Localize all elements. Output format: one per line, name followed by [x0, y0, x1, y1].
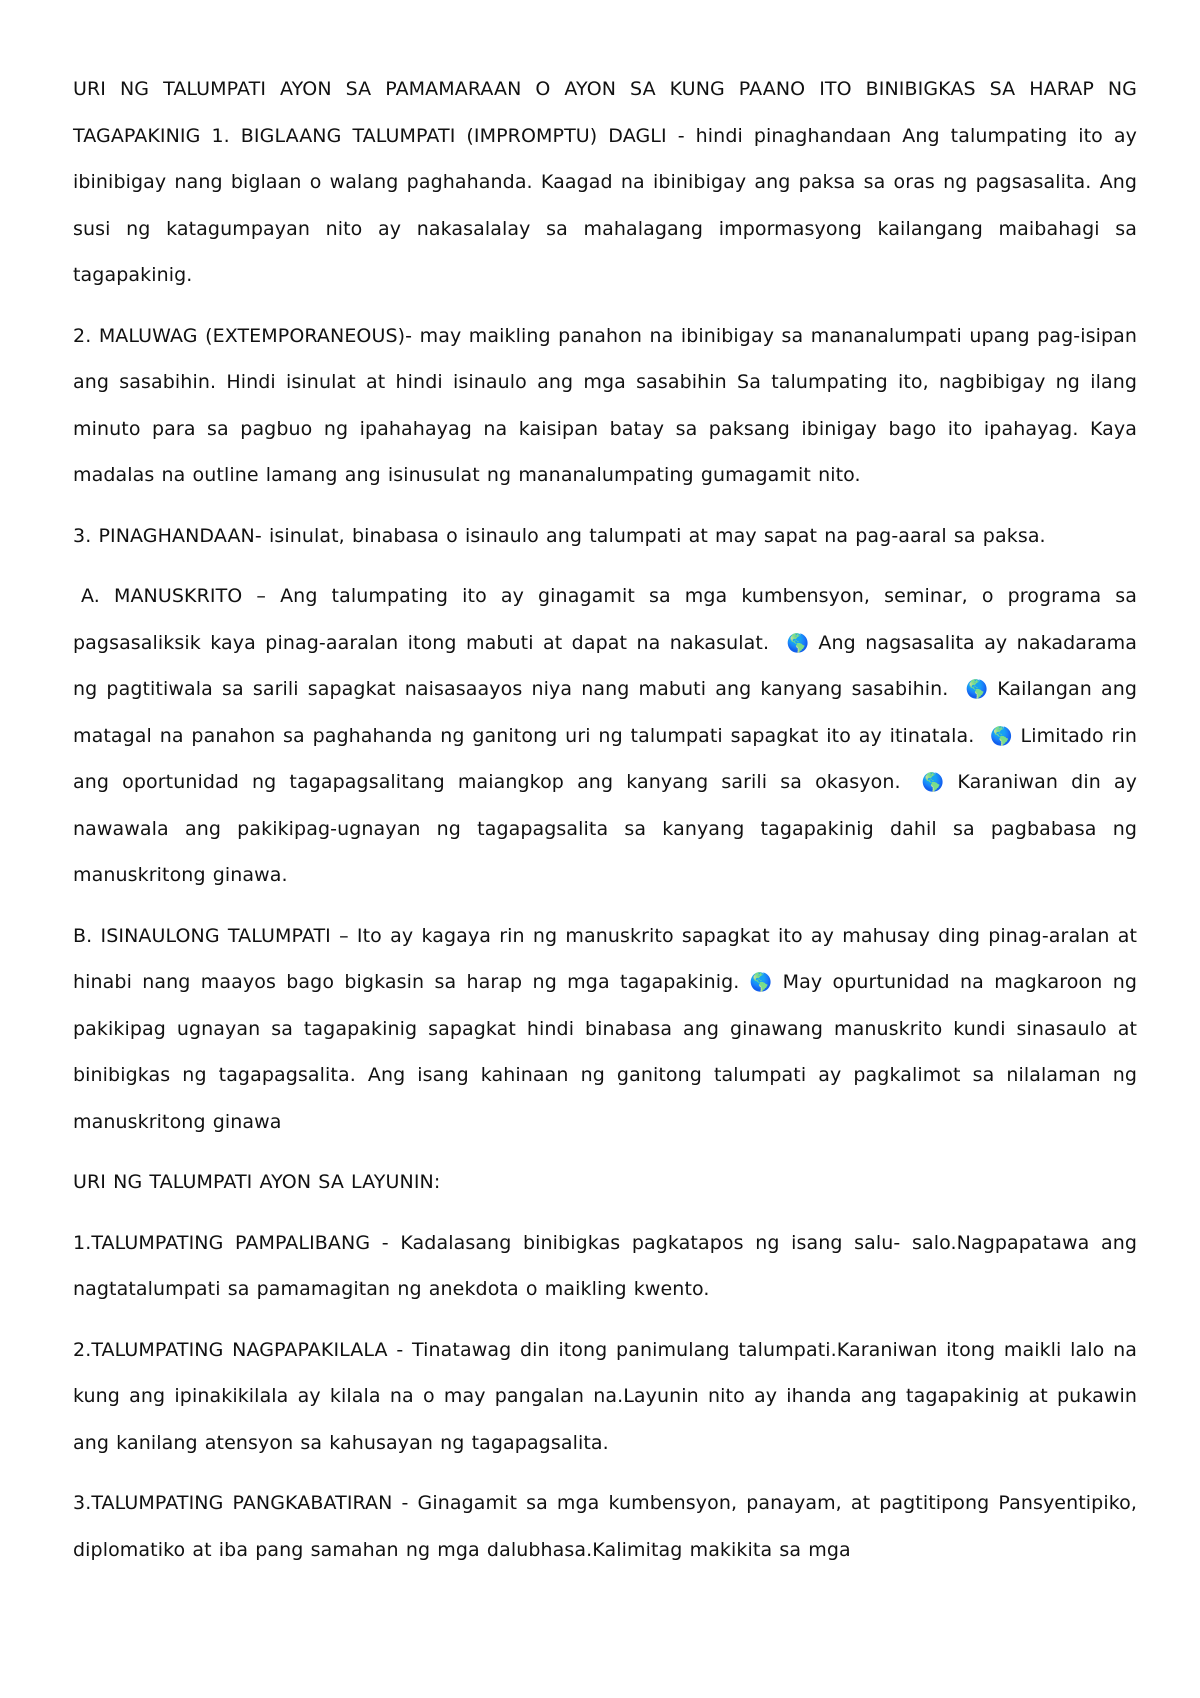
paragraph-2 — [73, 313, 1137, 499]
paragraph-6 — [73, 1159, 1137, 1206]
paragraph-text: 2.TALUMPATING NAGPAPAKILALA - Tinatawag din itong panimulang talumpati.Karaniwan itong maikli lalo na kung ang ipinakikilala ay kilala na o may pangalan na.Layunin nito ay ihanda ang tagapakinig at pukawin ang kanilang atensyon sa kahusayan ng tagapagsalita. — [73, 1338, 1137, 1454]
globe-icon: 🌎 — [921, 772, 945, 793]
globe-icon: 🌎 — [965, 679, 989, 700]
paragraph-text: 3.TALUMPATING PANGKABATIRAN - Ginagamit sa mga kumbensyon, panayam, at pagtitipong Pansyentipiko, diplomatiko at iba pang samahan ng mga dalubhasa.Kalimitag makikita sa mga — [73, 1492, 1137, 1561]
globe-icon: 🌎 — [786, 632, 809, 654]
globe-icon: 🌎 — [749, 972, 773, 993]
paragraph-9 — [73, 1480, 1137, 1573]
paragraph-text: 1.TALUMPATING PAMPALIBANG - Kadalasang binibigkas pagkatapos ng isang salu- salo.Nagpapatawa ang nagtatalumpati sa pamamagitan ng anekdota o maikling kwento. — [73, 1231, 1137, 1300]
paragraph-text: 3. PINAGHANDAAN- isinulat, binabasa o isinaulo ang talumpati at may sapat na pag-aaral sa paksa. — [73, 524, 1046, 547]
paragraph-text: Limitado rin ang oportunidad ng tagapagsalitang maiangkop ang kanyang sarili sa okasyon. — [73, 724, 1137, 793]
paragraph-1 — [73, 66, 1137, 299]
paragraph-text: 2. MALUWAG (EXTEMPORANEOUS)- may maikling panahon na ibinibigay sa mananalumpati upang pag-isipan ang sasabihin. Hindi isinulat at hindi isinaulo ang mga sasabihin Sa talumpating ito, nagbibigay ng ilang minuto para sa pagbuo ng ipahahayag na kaisipan batay sa paksang ibinigay bago ito ipahayag. Kaya madalas na outline lamang ang isinusulat ng mananalumpating gumagamit nito. — [73, 324, 1137, 486]
document-body — [73, 66, 1137, 1587]
paragraph-text: May opurtunidad na magkaroon ng pakikipag ugnayan sa tagapakinig sapagkat hindi binabasa ang ginawang manuskrito kundi sinasaulo at binibigkas ng tagapagsalita. Ang isang kahinaan ng ganitong talumpati ay pagkalimot sa nilalaman ng manuskritong ginawa — [73, 971, 1137, 1133]
paragraph-7 — [73, 1220, 1137, 1313]
paragraph-8 — [73, 1327, 1137, 1467]
paragraph-text: URI NG TALUMPATI AYON SA LAYUNIN: — [73, 1171, 441, 1193]
paragraph-text: Karaniwan din ay nawawala ang pakikipag-ugnayan ng tagapagsalita sa kanyang tagapakinig dahil sa pagbabasa ng manuskritong ginawa. — [73, 771, 1138, 886]
paragraph-3 — [73, 513, 1137, 560]
paragraph-text: Kailangan ang matagal na panahon sa paghahanda ng ganitong uri ng talumpati sapagkat ito ay itinatala. — [73, 678, 1138, 747]
paragraph-text: URI NG TALUMPATI AYON SA PAMAMARAAN O AYON SA KUNG PAANO ITO BINIBIGKAS SA HARAP NG TAGAPAKINIG 1. BIGLAANG TALUMPATI (IMPROMPTU) DAGLI - hindi pinaghandaan Ang talumpating ito ay ibinibigay nang biglaan o walang paghahanda. Kaagad na ibinibigay ang paksa sa oras ng pagsasalita. Ang susi ng katagumpayan nito ay nakasalalay sa mahalagang impormasyong kailangang maibahagi sa tagapakinig. — [73, 78, 1137, 286]
paragraph-5 — [73, 913, 1137, 1146]
paragraph-text: B. ISINAULONG TALUMPATI – Ito ay kagaya rin ng manuskrito sapagkat ito ay mahusay ding pinag-aralan at hinabi nang maayos bago bigkasin sa harap ng mga tagapakinig. — [73, 924, 1137, 993]
paragraph-text: Ang nagsasalita ay nakadarama ng pagtitiwala sa sarili sapagkat naisasaayos niya nang mabuti ang kanyang sasabihin. — [73, 631, 1137, 700]
globe-icon: 🌎 — [990, 725, 1013, 747]
paragraph-4 — [73, 573, 1137, 899]
paragraph-text: A. MANUSKRITO – Ang talumpating ito ay ginagamit sa mga kumbensyon, seminar, o programa sa pagsasaliksik kaya pinag-aaralan itong mabuti at dapat na nakasulat. — [73, 585, 1137, 654]
